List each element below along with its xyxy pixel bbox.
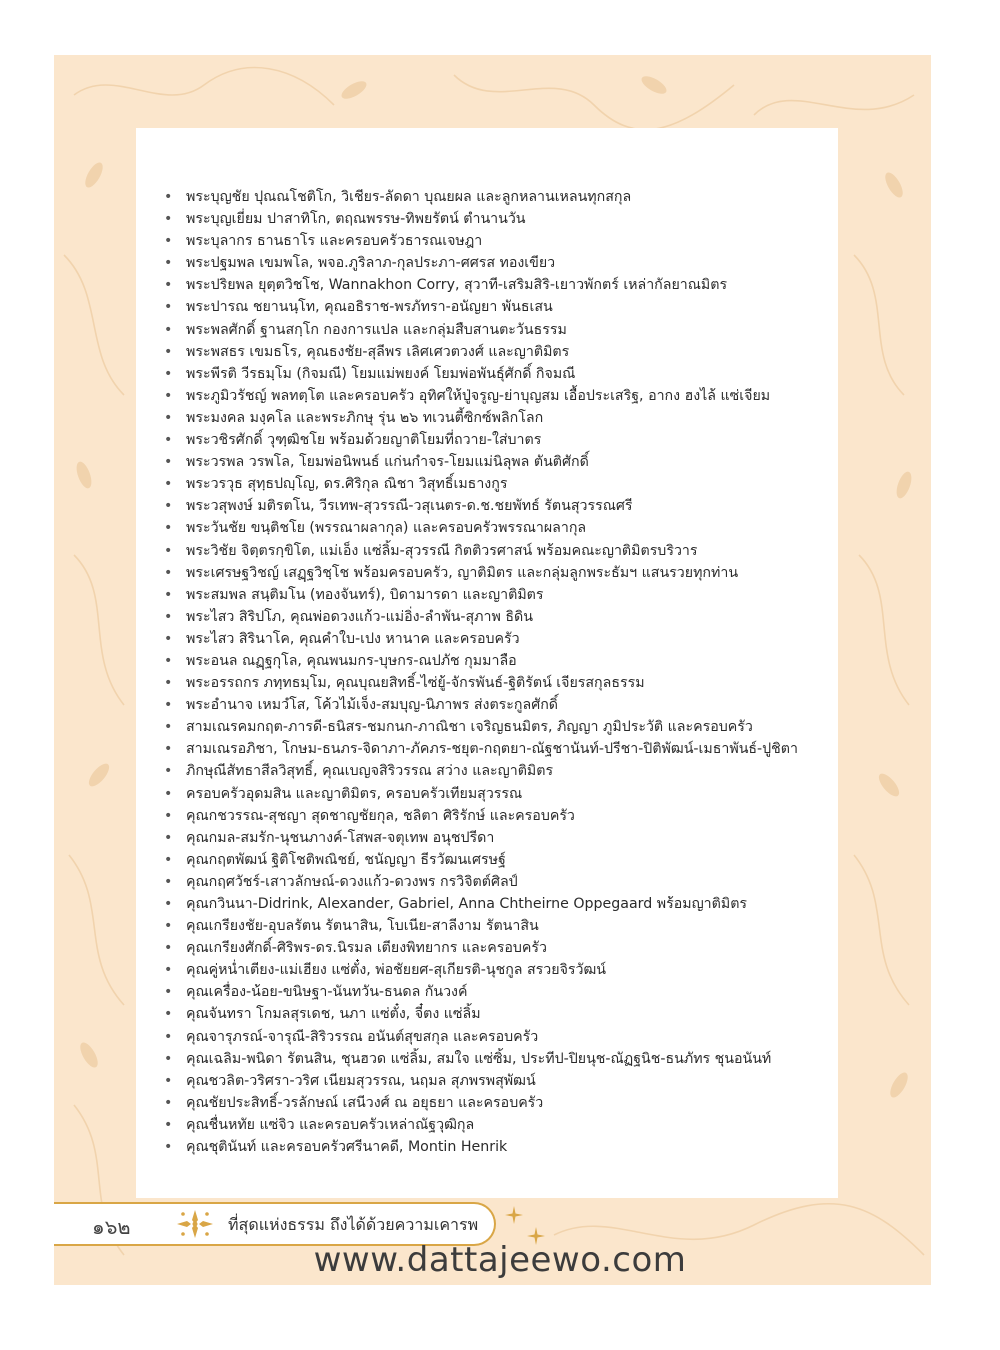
list-item: • คุณชวลิต-วริศรา-วริศ เนียมสุวรรณ, นฤมล สุภพรพสุพัฒน์ <box>164 1070 798 1092</box>
list-item: • คุณชุตินันท์ และครอบครัวศรีนาคดี, Montin Henrik <box>164 1136 798 1158</box>
content-box <box>136 128 838 1198</box>
list-item: • คุณกฤตพัฒน์ ฐิติโชติพณิชย์, ชนัญญา ธีรวัฒนเศรษฐ์ <box>164 849 798 871</box>
list-item: • พระอนล ณฏฺฐกุโล, คุณพนมกร-บุษกร-ณปภัช กุมมาลือ <box>164 650 798 672</box>
page-number: ๑๖๒ <box>92 1215 131 1239</box>
list-item: • พระบุลากร ธานธาโร และครอบครัวธารณเจษฎา <box>164 230 798 252</box>
list-item: • คุณจันทรา โกมลสุรเดช, นภา แซ่ตั๋ง, จี๋ตง แซ่ลิ้ม <box>164 1003 798 1025</box>
list-item: • พระอรรถกร ภทฺทธมฺโม, คุณบุณยสิทธิ์-ไซ่ยู้-จักรพันธ์-ฐิติรัตน์ เจียรสกุลธรรม <box>164 672 798 694</box>
list-item: • พระวรวุธ สุทฺธปญฺโญ, ดร.ศิริกุล ณิชา วิสุทธิ์เมธางกูร <box>164 473 798 495</box>
list-item: • คุณเครื่อง-น้อย-ขนิษฐา-นันทวัน-ธนดล กันวงค์ <box>164 981 798 1003</box>
list-item: • พระพีรติ วีรธมฺโม (กิจมณี) โยมแม่พยงค์ โยมพ่อพันธุ์ศักดิ์ กิจมณี <box>164 363 798 385</box>
list-item: • คุณกฤศวัชร์-เสาวลักษณ์-ดวงแก้ว-ดวงพร กรวิจิตต์ศิลป์ <box>164 871 798 893</box>
list-item: • พระมงคล มงฺคโล และพระภิกษุ รุ่น ๒๖ ทเวนตี้ซิกซ์พลิกโลก <box>164 407 798 429</box>
list-item: • คุณกวินนา-Didrink, Alexander, Gabriel, Anna Chtheirne Oppegaard พร้อมญาติมิตร <box>164 893 798 915</box>
list-item: • พระพสธร เขมธโร, คุณธงชัย-สุลีพร เลิศเศวตวงศ์ และญาติมิตร <box>164 341 798 363</box>
list-item: • พระภูมิวรัชญ์ พลทตฺโต และครอบครัว อุทิศให้ปู่จรูญ-ย่าบุญสม เอื้อประเสริฐ, อากง ฮงไล้ แซ่เจียม <box>164 385 798 407</box>
list-item: • คุณจารุภรณ์-จารุณี-สิริวรรณ อนันต์สุขสกุล และครอบครัว <box>164 1026 798 1048</box>
list-item: • พระบุญเยี่ยม ปาสาทิโก, ตฤณพรรษ-ทิพยรัตน์ ตำนานวัน <box>164 208 798 230</box>
list-item: • พระปฐมพล เขมพโล, พจอ.ภูริลาภ-กุลประภา-ศศรส ทองเขียว <box>164 252 798 274</box>
list-item: • ภิกษุณีสัทธาสีลวิสุทธิ์, คุณเบญจสิริวรรณ สว่าง และญาติมิตร <box>164 760 798 782</box>
list-item: • สามเณรคมกฤต-ภารดี-ธนิสร-ชมกนก-ภาณิชา เจริญธนมิตร, ภิญญา ภูมิประวัติ และครอบครัว <box>164 716 798 738</box>
list-item: • พระวิชัย จิตฺตรกฺขิโต, แม่เอ็ง แซ่ลิ้ม-สุวรรณี กิตติวรศาสน์ พร้อมคณะญาติมิตรบริวาร <box>164 540 798 562</box>
list-item: • คุณกชวรรณ-สุชญา สุดชาญชัยกุล, ชลิตา ศิริรักษ์ และครอบครัว <box>164 805 798 827</box>
list-item: • พระบุญชัย ปุณณโชติโก, วิเชียร-ลัดดา บุณยผล และลูกหลานเหลนทุกสกุล <box>164 186 798 208</box>
list-item: • คุณเฉลิม-พนิดา รัตนสิน, ชุนฮวด แซ่ลิ้ม, สมใจ แซ่ซิ้ม, ประทีป-ปิยนุช-ณัฏฐนิช-ธนภัทร ชุนอนันท์ <box>164 1048 798 1070</box>
list-item: • พระปารณ ชยานนฺโท, คุณอธิราช-พรภัทรา-อนัญยา พันธเสน <box>164 296 798 318</box>
list-item: • ครอบครัวอุดมสิน และญาติมิตร, ครอบครัวเทียมสุวรรณ <box>164 783 798 805</box>
list-item: • พระปริยพล ยุตฺตวิชโช, Wannakhon Corry, สุวาที-เสริมสิริ-เยาวพักตร์ เหล่ากัลยาณมิตร <box>164 274 798 296</box>
website-url: www.dattajeewo.com <box>313 1240 687 1280</box>
thai-ornament-icon <box>173 1206 217 1242</box>
list-item: • คุณเกรียงชัย-อุบลรัตน รัตนาสิน, โบเนีย-สาลีงาม รัตนาสิน <box>164 915 798 937</box>
list-item: • พระวรพล วรพโล, โยมพ่อนิพนธ์ แก่นกำจร-โยมแม่นิลุพล ตันติศักดิ์ <box>164 451 798 473</box>
list-item: • พระพลศักดิ์ ฐานสกฺโก กองการแปล และกลุ่มสืบสานตะวันธรรม <box>164 319 798 341</box>
list-item: • พระไสว สิรินาโค, คุณคำใบ-เปง หานาค และครอบครัว <box>164 628 798 650</box>
list-item: • คุณเกรียงศักดิ์-ศิริพร-ดร.นิรมล เตียงพิทยากร และครอบครัว <box>164 937 798 959</box>
list-item: • พระสมพล สนฺติมโน (ทองจันทร์), บิดามารดา และญาติมิตร <box>164 584 798 606</box>
list-item: • คุณกมล-สมรัก-นุชนภางค์-โสพส-จตุเทพ อนุชปรีดา <box>164 827 798 849</box>
list-item: • พระวสุพงษ์ มติรตโน, วีรเทพ-สุวรรณี-วสุเนตร-ด.ช.ชยพัทธ์ รัตนสุวรรณศรี <box>164 495 798 517</box>
list-item: • พระวชิรศักดิ์ วุฑฺฒิชโย พร้อมด้วยญาติโยมที่ถวาย-ใส่บาตร <box>164 429 798 451</box>
list-item: • คุณคู่หน่ำเตียง-แม่เฮียง แซ่ตั๋ง, พ่อชัยยศ-สุเกียรติ-นุชกูล สรวยจิรวัฒน์ <box>164 959 798 981</box>
list-item: • พระวันชัย ขนฺติชโย (พรรณาผลากุล) และครอบครัวพรรณาผลากุล <box>164 517 798 539</box>
sparkle-icon <box>505 1206 523 1224</box>
list-item: • สามเณรอภิชา, โกษม-ธนภร-จิดาภา-ภัคภร-ชยุต-กฤตยา-ณัฐชานันท์-ปรีชา-ปิติพัฒน์-เมธาพันธ์-ปูชิตา <box>164 738 798 760</box>
footer-caption: ที่สุดแห่งธรรม ถึงได้ด้วยความเคารพ <box>228 1215 479 1234</box>
list-item: • คุณชื่นหทัย แซ่จิว และครอบครัวเหล่าณัฐวุฒิกุล <box>164 1114 798 1136</box>
donor-list <box>164 186 798 1158</box>
list-item: • คุณชัยประสิทธิ์-วรลักษณ์ เสนีวงศ์ ณ อยุธยา และครอบครัว <box>164 1092 798 1114</box>
list-item: • พระอำนาจ เหมวํโส, โค้วไม้เจ็ง-สมบุญ-นิภาพร ส่งตระกูลศักดิ์ <box>164 694 798 716</box>
list-item: • พระเศรษฐวิชญ์ เสฏฺฐวิชฺโช พร้อมครอบครัว, ญาติมิตร และกลุ่มลูกพระธัมฯ แสนรวยทุกท่าน <box>164 562 798 584</box>
list-item: • พระไสว สิริปโภ, คุณพ่อดวงแก้ว-แม่อิ่ง-ลำพัน-สุภาพ ธิดิน <box>164 606 798 628</box>
